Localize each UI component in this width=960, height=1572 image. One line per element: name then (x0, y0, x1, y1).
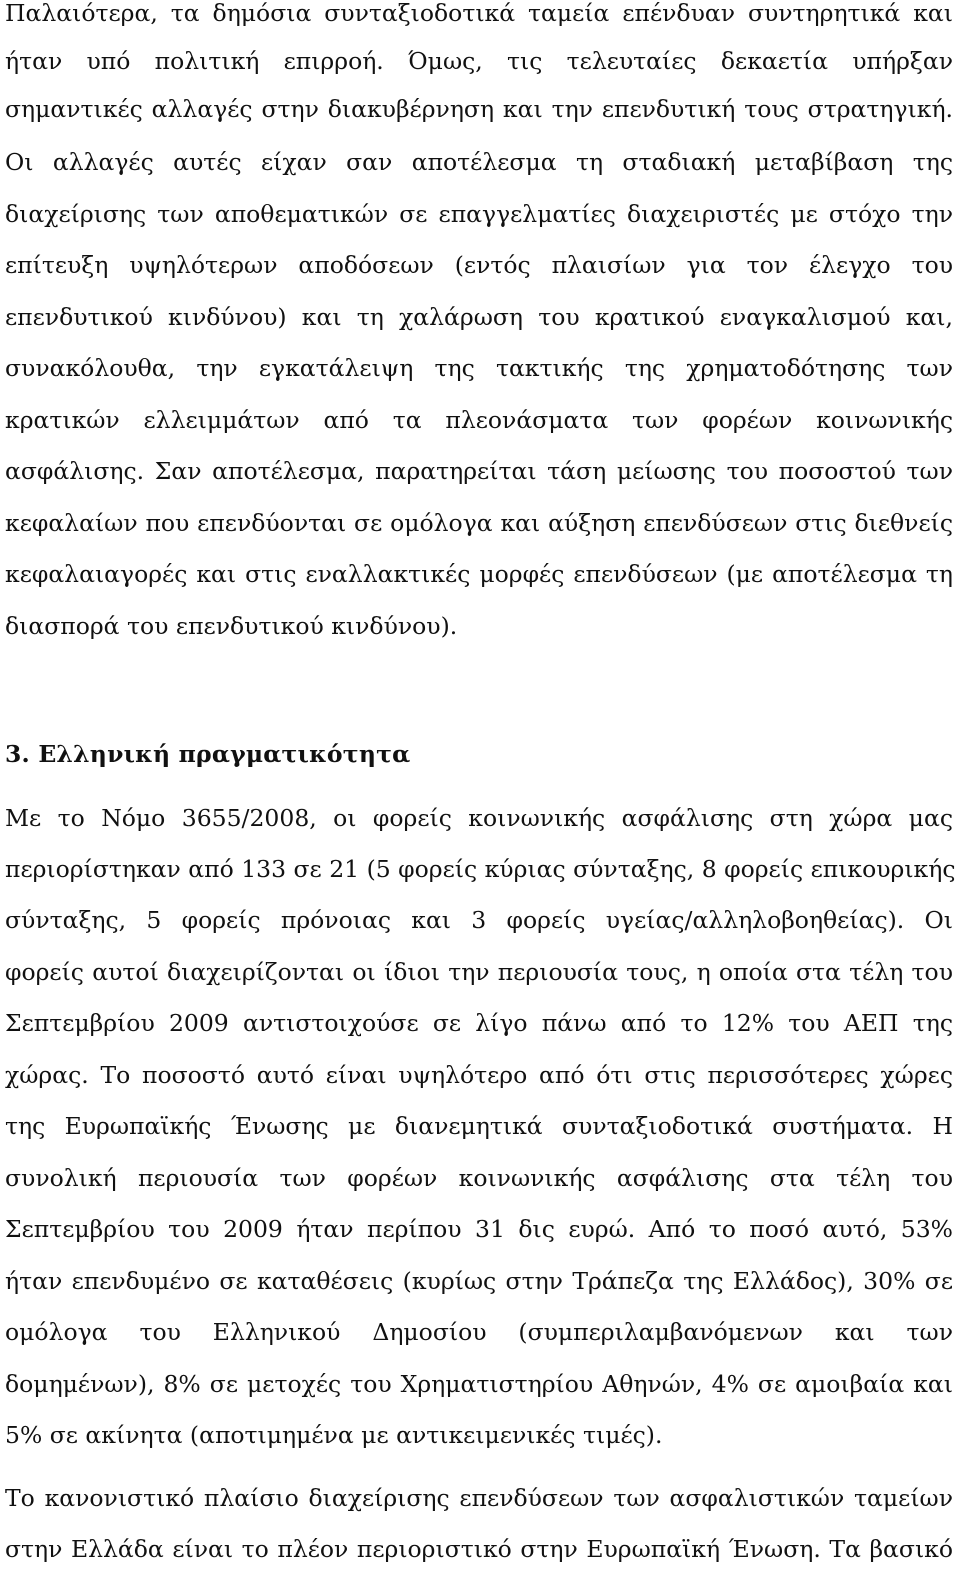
text-line: επενδυτικού κινδύνου) και τη χαλάρωση του κρατικού εναγκαλισμού και, (5, 303, 953, 331)
text-line: συνακόλουθα, την εγκατάλειψη της τακτικής της χρηματοδότησης των (5, 354, 953, 382)
text-line: Το κανονιστικό πλαίσιο διαχείρισης επενδύσεων των ασφαλιστικών ταμείων (5, 1484, 953, 1512)
text-line: χώρας. Το ποσοστό αυτό είναι υψηλότερο από ότι στις περισσότερες χώρες (5, 1061, 953, 1089)
text-line: διασπορά του επενδυτικού κινδύνου). (5, 612, 458, 640)
text-line: κεφαλαίων που επενδύονται σε ομόλογα και αύξηση επενδύσεων στις διεθνείς (5, 509, 953, 537)
text-line: Σεπτεμβρίου 2009 αντιστοιχούσε σε λίγο πάνω από το 12% του ΑΕΠ της (5, 1009, 953, 1037)
text-line: 5% σε ακίνητα (αποτιμημένα με αντικειμενικές τιμές). (5, 1421, 663, 1449)
text-line: Σεπτεμβρίου του 2009 ήταν περίπου 31 δις ευρώ. Από το ποσό αυτό, 53% (5, 1215, 953, 1243)
text-line: ήταν υπό πολιτική επιρροή. Όμως, τις τελευταίες δεκαετία υπήρξαν (5, 47, 953, 75)
text-line: ασφάλισης. Σαν αποτέλεσμα, παρατηρείται τάση μείωσης του ποσοστού των (5, 457, 953, 485)
text-line: σύνταξης, 5 φορείς πρόνοιας και 3 φορείς υγείας/αλληλοβοηθείας). Οι (5, 906, 953, 934)
text-line: περιορίστηκαν από 133 σε 21 (5 φορείς κύριας σύνταξης, 8 φορείς επικουρικής (5, 855, 956, 883)
text-line: δομημένων), 8% σε μετοχές του Χρηματιστηρίου Αθηνών, 4% σε αμοιβαία και (5, 1370, 953, 1398)
text-line: Παλαιότερα, τα δημόσια συνταξιοδοτικά ταμεία επένδυαν συντηρητικά και (5, 0, 953, 27)
text-line: φορείς αυτοί διαχειρίζονται οι ίδιοι την περιουσία τους, η οποία στα τέλη του (5, 958, 953, 986)
text-line: της Ευρωπαϊκής Ένωσης με διανεμητικά συνταξιοδοτικά συστήματα. Η (5, 1112, 953, 1140)
text-line: διαχείρισης των αποθεματικών σε επαγγελματίες διαχειριστές με στόχο την (5, 200, 953, 228)
section-heading: 3. Ελληνική πραγματικότητα (5, 740, 411, 768)
text-line: επίτευξη υψηλότερων αποδόσεων (εντός πλαισίων για τον έλεγχο του (5, 251, 953, 279)
text-line: κεφαλαιαγορές και στις εναλλακτικές μορφές επενδύσεων (με αποτέλεσμα τη (5, 560, 953, 588)
text-line: συνολική περιουσία των φορέων κοινωνικής ασφάλισης στα τέλη του (5, 1164, 953, 1192)
text-line: ομόλογα του Ελληνικού Δημοσίου (συμπεριλαμβανόμενων και των (5, 1318, 953, 1346)
text-line: ήταν επενδυμένο σε καταθέσεις (κυρίως στην Τράπεζα της Ελλάδος), 30% σε (5, 1267, 953, 1295)
text-line: σημαντικές αλλαγές στην διακυβέρνηση και την επενδυτική τους στρατηγική. (5, 95, 953, 123)
text-line: κρατικών ελλειμμάτων από τα πλεονάσματα των φορέων κοινωνικής (5, 406, 953, 434)
text-line: στην Ελλάδα είναι το πλέον περιοριστικό στην Ευρωπαϊκή Ένωση. Τα βασικό (5, 1535, 953, 1563)
text-line: Οι αλλαγές αυτές είχαν σαν αποτέλεσμα τη σταδιακή μεταβίβαση της (5, 148, 953, 176)
text-line: Με το Νόμο 3655/2008, οι φορείς κοινωνικής ασφάλισης στη χώρα μας (5, 804, 953, 832)
